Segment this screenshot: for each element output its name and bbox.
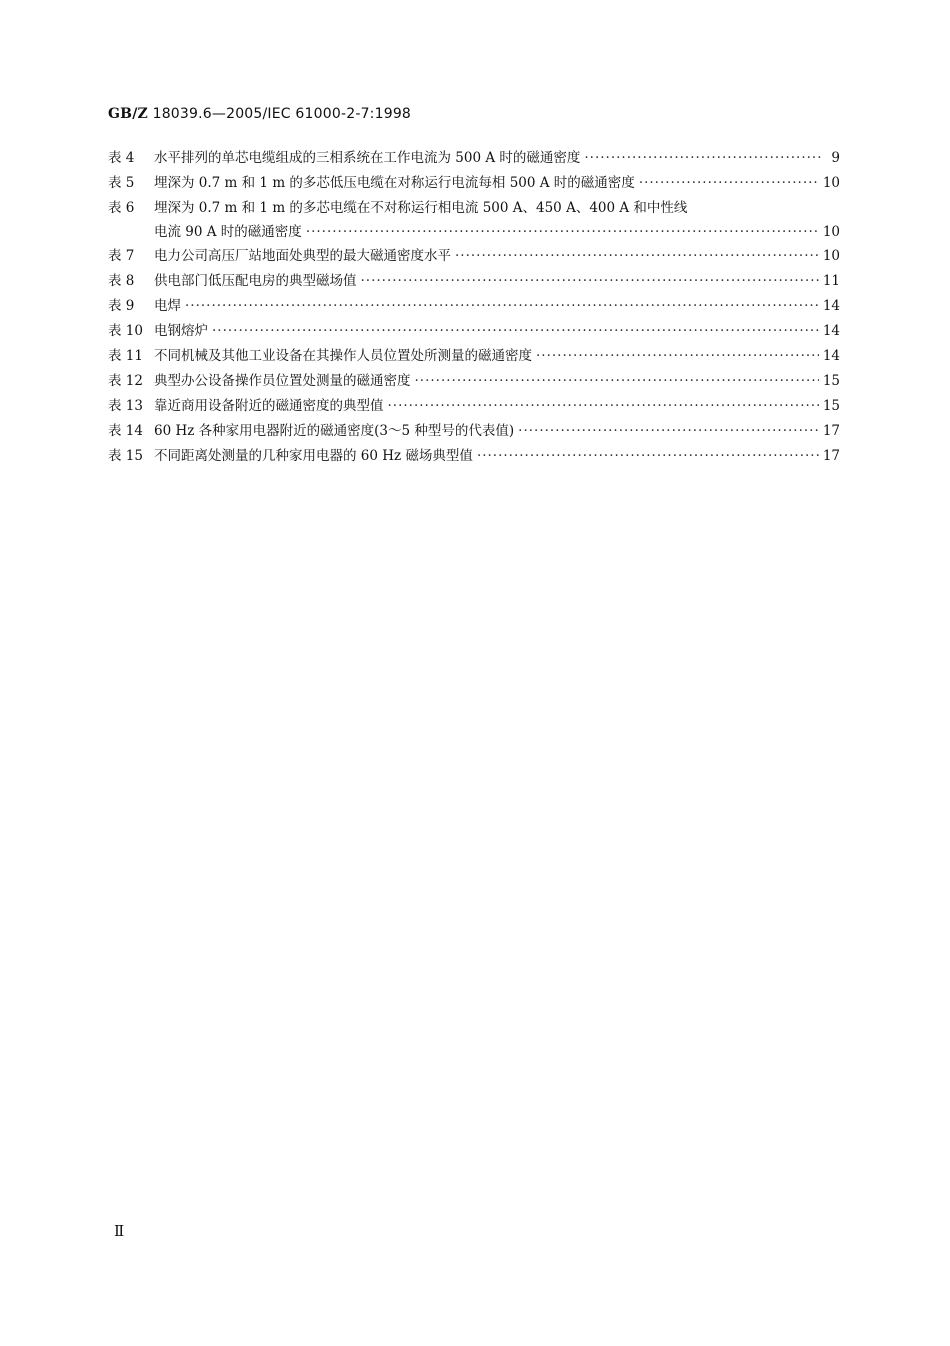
- toc-entry-number: 表 13: [108, 398, 143, 414]
- toc-entry-title: 埋深为 0.7 m 和 1 m 的多芯电缆在不对称运行相电流 500 A、450 A、400 A 和中性线: [154, 200, 688, 216]
- toc-entry-page: 14: [822, 298, 840, 314]
- leader-dots: [185, 296, 819, 316]
- toc-entry-number: 表 14: [108, 423, 143, 439]
- toc-entry-page: 17: [822, 423, 840, 439]
- leader-dots: [518, 421, 819, 441]
- toc-entry-page: 10: [822, 224, 840, 240]
- toc-entry[interactable]: [108, 246, 840, 271]
- toc-entry-number: 表 10: [108, 323, 143, 339]
- leader-dots: [361, 271, 819, 291]
- toc-entry-title: 靠近商用设备附近的磁通密度的典型值: [154, 398, 384, 414]
- standard-number: 18039.6—2005/IEC 61000-2-7:1998: [152, 106, 412, 122]
- toc-entry-page: 10: [822, 175, 840, 191]
- toc-entry-number: 表 6: [108, 200, 135, 216]
- toc-entry-number: 表 8: [108, 273, 135, 289]
- leader-dots: [584, 148, 822, 168]
- toc-entry-number: 表 5: [108, 175, 135, 191]
- toc-entry-number: 表 11: [108, 348, 143, 364]
- leader-dots: [415, 371, 819, 391]
- toc-entry-title: 典型办公设备操作员位置处测量的磁通密度: [154, 373, 411, 389]
- toc-entry-title: 不同机械及其他工业设备在其操作人员位置处所测量的磁通密度: [154, 348, 532, 364]
- toc-entry[interactable]: [108, 446, 840, 471]
- toc-entry-page: 14: [822, 323, 840, 339]
- toc-entry-title: 埋深为 0.7 m 和 1 m 的多芯低压电缆在对称运行电流每相 500 A 时的磁通密度: [154, 175, 635, 191]
- toc-entry-title: 不同距离处测量的几种家用电器的 60 Hz 磁场典型值: [154, 448, 473, 464]
- toc-entry-title-continued: 电流 90 A 时的磁通密度: [154, 224, 302, 240]
- toc-entry-title: 电力公司高压厂站地面处典型的最大磁通密度水平: [154, 248, 451, 264]
- toc-entry[interactable]: [108, 271, 840, 296]
- toc-entry[interactable]: [108, 421, 840, 446]
- toc-entry[interactable]: [108, 198, 840, 246]
- toc-entry[interactable]: [108, 296, 840, 321]
- toc-entry[interactable]: [108, 371, 840, 396]
- toc-entry-page: 14: [822, 348, 840, 364]
- toc-entry-number: 表 12: [108, 373, 143, 389]
- toc-entry-page: 11: [822, 273, 840, 289]
- toc-entry-title: 电焊: [154, 298, 181, 314]
- toc-entry-page: 15: [822, 398, 840, 414]
- toc-entry-title: 供电部门低压配电房的典型磁场值: [154, 273, 357, 289]
- leader-dots: [536, 346, 819, 366]
- toc-entry-title: 水平排列的单芯电缆组成的三相系统在工作电流为 500 A 时的磁通密度: [154, 150, 581, 166]
- toc-entry-title: 电钢熔炉: [154, 323, 208, 339]
- leader-dots: [639, 173, 819, 193]
- toc-entry[interactable]: [108, 396, 840, 421]
- document-header: [108, 106, 411, 122]
- toc-entry[interactable]: [108, 321, 840, 346]
- toc-entry-number: 表 7: [108, 248, 135, 264]
- leader-dots: [212, 321, 819, 341]
- toc-entry[interactable]: [108, 148, 840, 173]
- toc-entry-page: 9: [831, 150, 840, 166]
- leader-dots: [477, 446, 819, 466]
- toc-entry-number: 表 15: [108, 448, 143, 464]
- page-number: Ⅱ: [114, 1222, 125, 1240]
- toc-entry-page: 17: [822, 448, 840, 464]
- leader-dots: [388, 396, 819, 416]
- toc-entry-number: 表 9: [108, 298, 135, 314]
- toc-entry[interactable]: [108, 173, 840, 198]
- toc-entry-title: 60 Hz 各种家用电器附近的磁通密度(3～5 种型号的代表值): [154, 423, 515, 439]
- toc-entry-number: 表 4: [108, 150, 135, 166]
- standard-prefix: GB/Z: [108, 106, 148, 122]
- leader-dots: [455, 246, 819, 266]
- table-of-contents: [108, 148, 840, 471]
- toc-entry-page: 15: [822, 373, 840, 389]
- leader-dots: [306, 222, 819, 242]
- toc-entry[interactable]: [108, 346, 840, 371]
- toc-entry-page: 10: [822, 248, 840, 264]
